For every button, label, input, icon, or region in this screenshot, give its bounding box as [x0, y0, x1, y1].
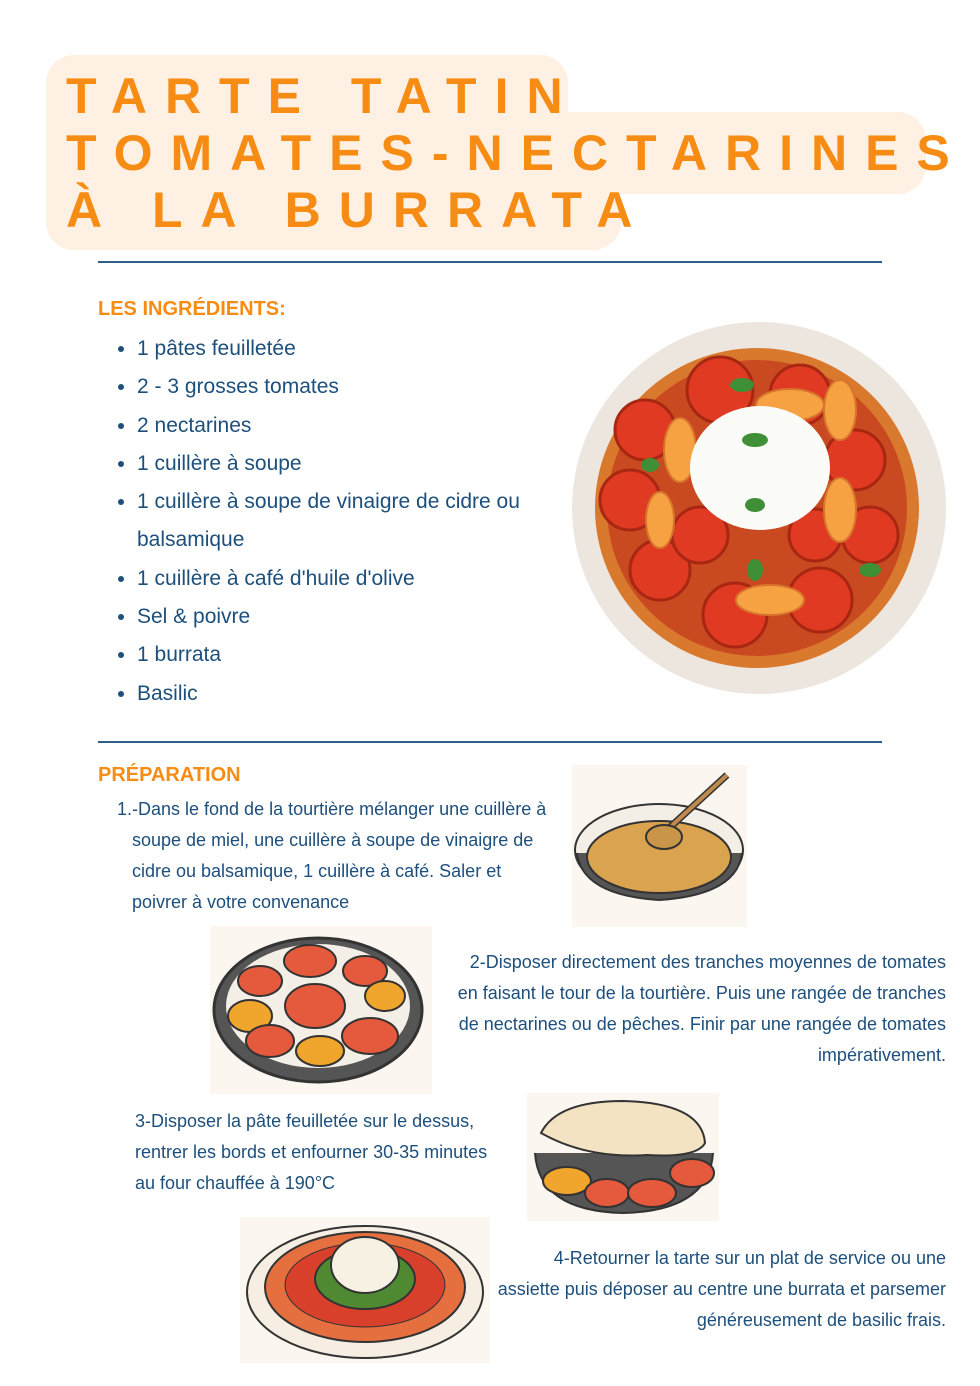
- title-line: TOMATES-NECTARINES: [66, 125, 968, 181]
- finished-tart-illustration: [240, 1217, 490, 1363]
- pan-with-slices-illustration: [210, 926, 432, 1094]
- list-item: • 1 cuillère à café d'huile d'olive: [137, 560, 557, 598]
- list-item: • Sel & poivre: [137, 598, 557, 636]
- list-item: • 1 burrata: [137, 636, 557, 674]
- list-item: • 1 cuillère à soupe de vinaigre de cidre ou balsamique: [137, 483, 557, 560]
- step-2-text: 2-Disposer directement des tranches moyennes de tomates en faisant le tour de la tourtière. Puis une rangée de tranches de nectarines ou de pêches. Finir par une rangée de tomates impérativement.: [457, 952, 946, 1065]
- divider: [98, 741, 882, 743]
- list-item: • 1 pâtes feuilletée: [137, 330, 557, 368]
- ingredients-heading: LES INGRÉDIENTS:: [98, 298, 286, 320]
- divider: [98, 261, 882, 263]
- list-item: • 1 cuillère à soupe: [137, 445, 557, 483]
- ingredients-list: [112, 330, 557, 713]
- list-item: • 2 - 3 grosses tomates: [137, 368, 557, 406]
- title-line: TARTE TATIN: [66, 68, 581, 124]
- pan-with-honey-illustration: [572, 765, 747, 927]
- tart-photo: [570, 320, 948, 696]
- title-line: À LA BURRATA: [66, 182, 651, 238]
- preparation-heading: PRÉPARATION: [98, 764, 241, 786]
- step-4-text: 4-Retourner la tarte sur un plat de service ou une assiette puis déposer au centre une burrata et parsemer généreusement de basilic frais.: [497, 1248, 946, 1330]
- list-item: • Basilic: [137, 675, 557, 713]
- step-number: 1.: [117, 799, 133, 819]
- list-item: • 2 nectarines: [137, 407, 557, 445]
- page-title: [66, 68, 968, 239]
- step-3-text: 3-Disposer la pâte feuilletée sur le dessus, rentrer les bords et enfourner 30-35 minutes au four chauffée à 190°C: [135, 1111, 488, 1193]
- step-1-text: -Dans le fond de la tourtière mélanger une cuillère à soupe de miel, une cuillère à soupe de vinaigre de cidre ou balsamique, 1 cuillère à café. Saler et poivrer à votre convenance: [132, 799, 547, 912]
- pastry-covering-illustration: [527, 1093, 719, 1221]
